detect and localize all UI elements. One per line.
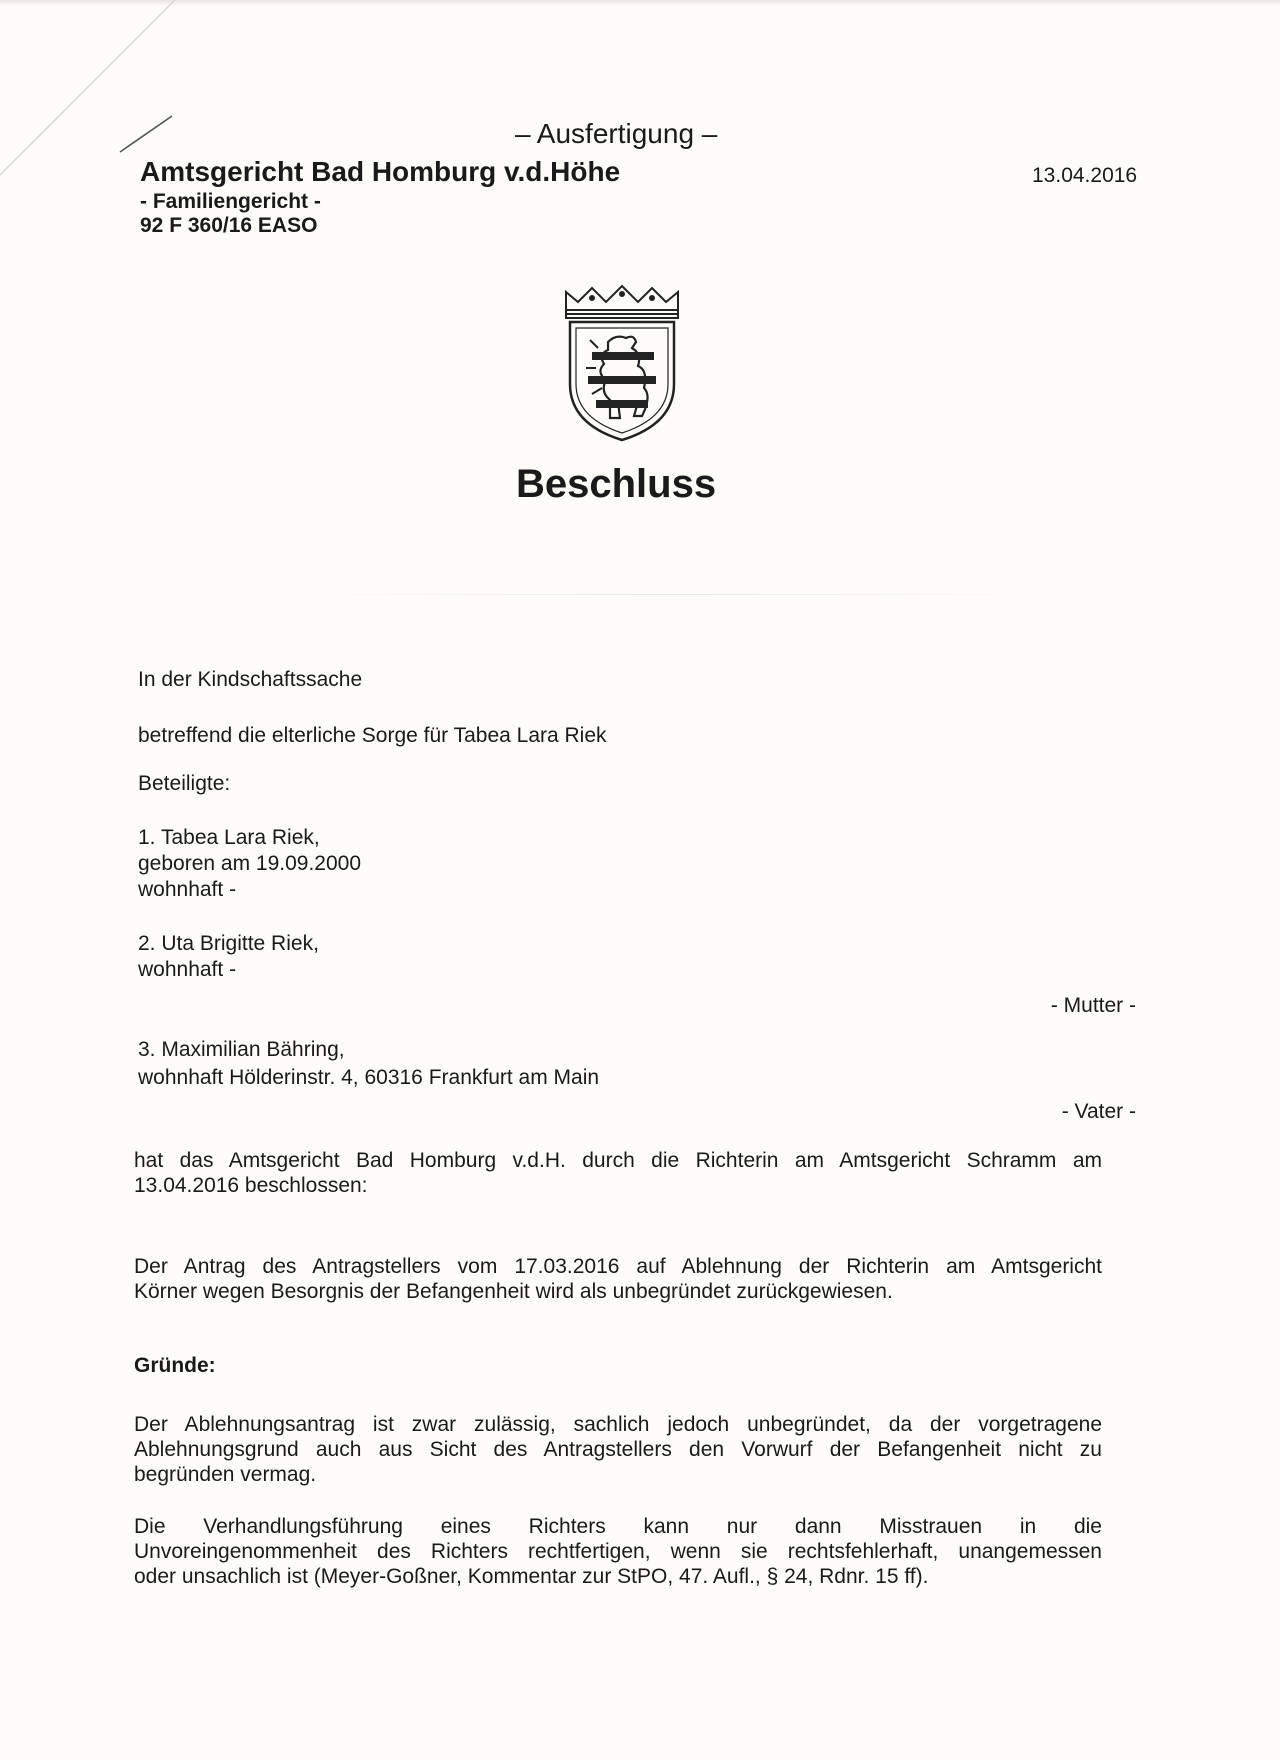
reasons-line: begründen vermag.	[134, 1463, 317, 1486]
decision-intro	[134, 1148, 1102, 1198]
party-2-role: - Mutter -	[1050, 994, 1136, 1017]
party-1-address: wohnhaft -	[138, 878, 237, 901]
file-number: 92 F 360/16 EASO	[140, 214, 318, 237]
decision-intro-line: 13.04.2016 beschlossen:	[134, 1174, 368, 1197]
party-3-role: - Vater -	[1061, 1100, 1136, 1123]
ausfertigung-label: – Ausfertigung –	[515, 118, 718, 149]
party-3-name: 3. Maximilian Bähring,	[138, 1038, 345, 1061]
decision-intro-line: hat das Amtsgericht Bad Homburg v.d.H. durch die Richterin am Amtsgericht Schramm am	[134, 1149, 1102, 1172]
hesse-coat-of-arms-icon	[558, 284, 686, 444]
court-division: - Familiengericht -	[140, 190, 321, 213]
party-2-address: wohnhaft -	[138, 958, 237, 981]
reasons-line: Ablehnungsgrund auch aus Sicht des Antragstellers den Vorwurf der Befangenheit nicht zu	[134, 1438, 1102, 1461]
case-subject: betreffend die elterliche Sorge für Tabea Lara Riek	[138, 724, 607, 747]
party-3-address: wohnhaft Hölderinstr. 4, 60316 Frankfurt am Main	[138, 1066, 600, 1089]
decision-text	[134, 1254, 1102, 1304]
scan-divider	[300, 594, 1040, 595]
reasons-paragraph-1	[134, 1412, 1102, 1487]
decision-line: Körner wegen Besorgnis der Befangenheit wird als unbegründet zurückgewiesen.	[134, 1280, 893, 1303]
reasons-line: oder unsachlich ist (Meyer-Goßner, Kommentar zur StPO, 47. Aufl., § 24, Rdnr. 15 ff).	[134, 1565, 929, 1588]
party-1-birth: geboren am 19.09.2000	[138, 852, 362, 875]
reasons-heading: Gründe:	[134, 1354, 216, 1377]
party-1-name: 1. Tabea Lara Riek,	[138, 826, 320, 849]
court-name: Amtsgericht Bad Homburg v.d.Höhe	[140, 156, 621, 187]
reasons-line: Unvoreingenommenheit des Richters rechtfertigen, wenn sie rechtsfehlerhaft, unangemessen	[134, 1540, 1102, 1563]
decision-line: Der Antrag des Antragstellers vom 17.03.2016 auf Ablehnung der Richterin am Amtsgericht	[134, 1255, 1102, 1278]
document-title: Beschluss	[516, 462, 717, 506]
reasons-line: Der Ablehnungsantrag ist zwar zulässig, sachlich jedoch unbegründet, da der vorgetragene	[134, 1413, 1102, 1436]
party-2-name: 2. Uta Brigitte Riek,	[138, 932, 319, 955]
parties-label: Beteiligte:	[138, 772, 231, 795]
reasons-paragraph-2	[134, 1514, 1102, 1589]
document-date: 13.04.2016	[1032, 164, 1138, 187]
reasons-line: Die Verhandlungsführung eines Richters kann nur dann Misstrauen in die	[134, 1515, 1102, 1538]
case-type: In der Kindschaftssache	[138, 668, 363, 691]
